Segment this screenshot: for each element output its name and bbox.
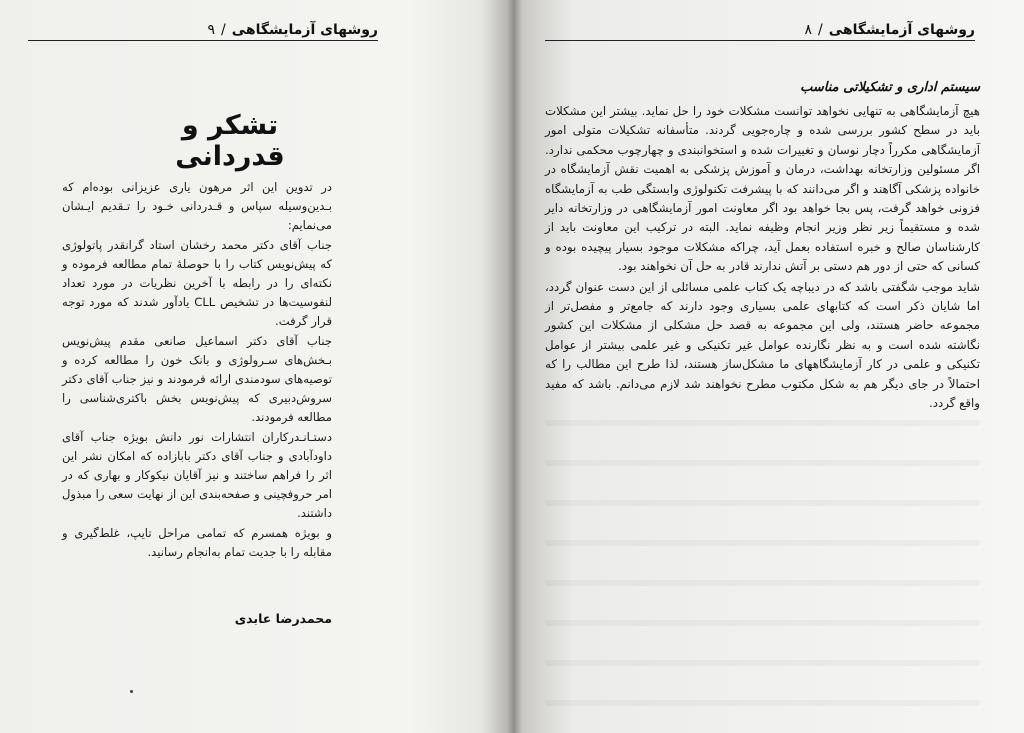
running-head	[28, 12, 378, 41]
show-through-line	[545, 500, 980, 506]
paragraph: جناب آقای دکتر محمد رخشان استاد گرانقدر پاتولوژی که پیش‌نویس کتاب را با حوصلهٔ تمام مطالعه فرموده و نکته‌ای را در رابطه با آخرین نظریات در مورد تعداد لنفوسیت‌ها در تشخیص CLL یادآور شدند که مورد توجه قرار گرفت.	[62, 237, 332, 329]
show-through-line	[545, 420, 980, 426]
author-signature: محمدرضا عابدی	[234, 611, 332, 626]
paragraph: جناب آقای دکتر اسماعیل صانعی مقدم پیش‌نویس بـخش‌های سـرولوژی و بانک خون را مطالعه کرده و توصیه‌های سودمندی ارائه فرمودند و نیز جناب آقای دکتر سروش‌دبیری که پیش‌نویس بخش باکتری‌شناسی را مطالعه فرمودند.	[62, 333, 332, 425]
show-through-line	[545, 460, 980, 466]
paragraph: دستـانـدرکاران انتشارات نور دانش بویژه جناب آقای داودآبادی و جناب آقای دکتر بابازاده که امکان نشر این اثر را فراهم ساختند و نیز آقایان نیکوکار و بهاری که در امر حروفچینی و صفحه‌بندی این از نهایت سعی را مبذول داشتند.	[62, 429, 332, 521]
running-head-title: روشهای آزمایشگاهی	[231, 22, 378, 38]
running-head-separator: /	[817, 22, 823, 38]
show-through-line	[545, 660, 980, 666]
right-page	[515, 0, 1024, 733]
paragraph: شاید موجب شگفتی باشد که در دیباچه یک کتاب علمی مسائلی از این دست عنوان گردد، اما شایان ذکر است که کتابهای علمی بسیاری وجود دارند که جامع‌تر و مفصل‌تر از مجموعه حاضر هستند، ولی این مجموعه به قصد حل مشکلی از مشکلات این کشور نگاشته شده است و به نظر نگارنده عوامل غیر تکنیکی و غیر علمی بیشتر از عوامل تکنیکی و علمی در کار آزمایشگاههای ما مشکل‌ساز هستند، لذا طرح این مطالب را که احتمالاً در جای دیگر هم به شکل مکتوب مطرح نخواهند شد لازم می‌دانم. باشد که مفید واقع گردد.	[545, 279, 980, 411]
left-page	[0, 0, 505, 733]
show-through-line	[545, 700, 980, 706]
ink-speck	[130, 690, 133, 693]
acknowledgements-heading: تشکر و قدردانی	[175, 110, 285, 172]
page-number: ۹	[207, 22, 215, 38]
paragraph: در تدوین این اثر مرهون یاری عزیزانی بوده‌ام که بـدین‌وسیله سپاس و قـدردانی خـود را تـقدیم ایـشان می‌نمایم:	[62, 180, 332, 233]
paragraph: هیچ آزمایشگاهی به تنهایی نخواهد توانست مشکلات خود را حل نماید. بیشتر این مشکلات باید در سطح کشور بررسی شده و چاره‌جویی گردند. متأسفانه تشکیلات متولی امور آزمایشگاهی مکرراً دچار نوسان و تغییرات شده و استخوانبندی و چهارچوب محکمی ندارد. اگر مسئولین وزارتخانه بهداشت، درمان و آموزش پزشکی به اهمیت نقش آزمایشگاه در خانواده پزشکی آگاهند و اگر می‌دانند که با پیشرفت تکنولوژی وابستگی طب به آزمایشگاه فزونی خواهد گرفت، پس بجا خواهد بود اگر معاونت امور آزمایشگاهی در وزارتخانه دایر شده و مستقیماً زیر نظر وزیر انجام وظیفه نماید. البته در ترکیب این معاونت باید از کارشناسان صالح و خبره استفاده بعمل آید، چراکه مشکلات موجود بسیار پیچیده بوده و کسانی که حتی از دور هم دستی بر آتش ندارند قادر به حل آن نخواهند بود.	[545, 104, 980, 274]
section-heading: سیستم اداری و تشکیلاتی مناسب	[800, 80, 980, 95]
show-through-line	[545, 540, 980, 546]
section-body	[545, 102, 980, 415]
page-number: ۸	[804, 22, 812, 38]
acknowledgements-body	[62, 178, 332, 562]
running-head-separator: /	[220, 22, 226, 38]
running-head-title: روشهای آزمایشگاهی	[828, 22, 975, 38]
show-through-line	[545, 620, 980, 626]
paragraph: و بویژه همسرم که تمامی مراحل تایپ، غلط‌گیری و مقابله را با جدیت تمام به‌انجام رسانید.	[62, 525, 332, 559]
running-head	[545, 12, 975, 41]
show-through-line	[545, 580, 980, 586]
